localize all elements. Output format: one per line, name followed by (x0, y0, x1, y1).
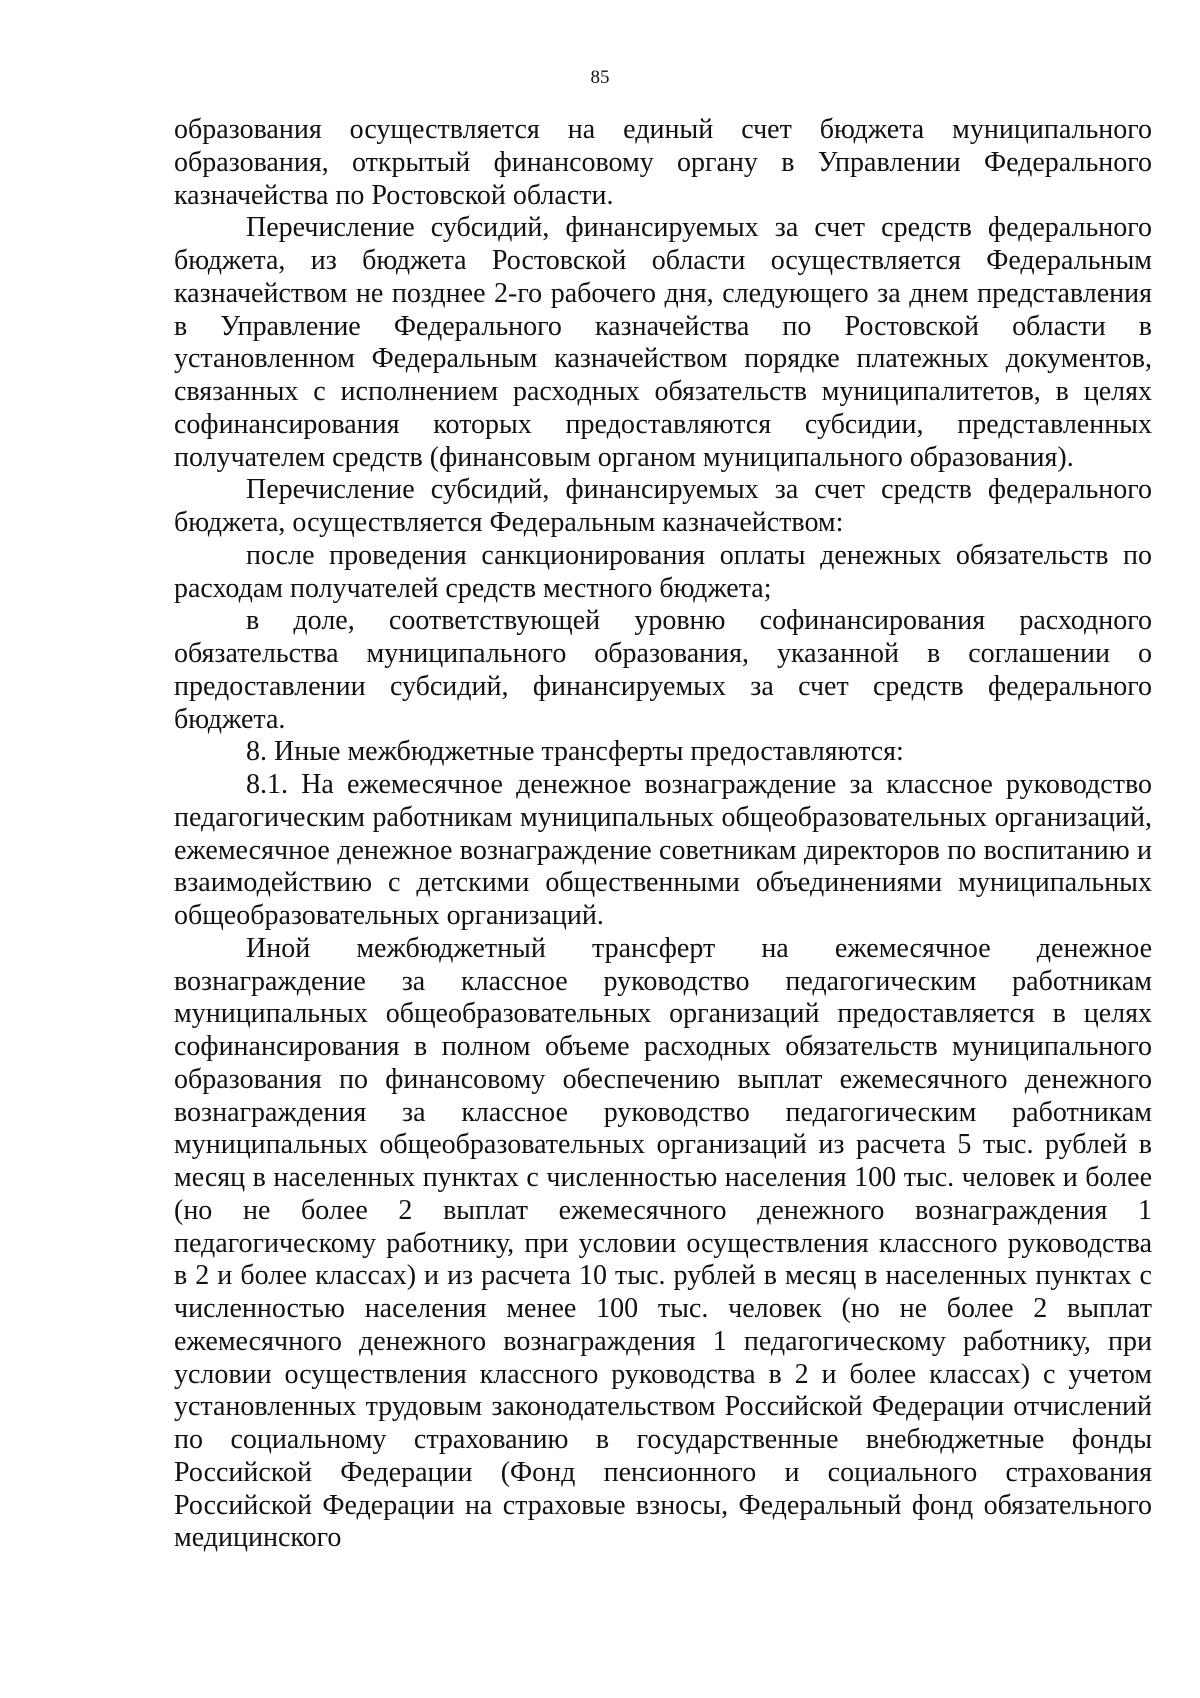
page-number: 85 (590, 67, 610, 88)
paragraph: Перечисление субсидий, финансируемых за счет средств федерального бюджета, из бюджета Ростовской области осуществляется Федеральным казначейством не позднее 2-го рабочего дня, следующего за днем представления в Управление Федерального казначейства по Ростовской области в установленном Федеральным казначейством порядке платежных документов, связанных с исполнением расходных обязательств муниципалитетов, в целях софинансирования которых предоставляются субсидии, представленных получателем средств (финансовым органом муниципального образования). (174, 212, 1152, 473)
paragraph: после проведения санкционирования оплаты денежных обязательств по расходам получателей средств местного бюджета; (174, 539, 1152, 604)
paragraph: Перечисление субсидий, финансируемых за счет средств федерального бюджета, осуществляется Федеральным казначейством: (174, 474, 1152, 538)
document-body (174, 114, 1152, 1555)
paragraph: 8. Иные межбюджетные трансферты предоставляются: (246, 736, 904, 768)
paragraph: образования осуществляется на единый счет бюджета муниципального образования, открытый финансовому органу в Управлении Федерального казначейства по Ростовской области. (174, 114, 1152, 211)
paragraph: Иной межбюджетный трансферт на ежемесячное денежное вознаграждение за классное руководство педагогическим работникам муниципальных общеобразовательных организаций предоставляется в целях софинансирования в полном объеме расходных обязательств муниципального образования по финансовому обеспечению выплат ежемесячного денежного вознаграждения за классное руководство педагогическим работникам муниципальных общеобразовательных организаций из расчета 5 тыс. рублей в месяц в населенных пунктах с численностью населения 100 тыс. человек и более (но не более 2 выплат ежемесячного денежного вознаграждения 1 педагогическому работнику, при условии осуществления классного руководства в 2 и более классах) и из расчета 10 тыс. рублей в месяц в населенных пунктах с численностью населения менее 100 тыс. человек (но не более 2 выплат ежемесячного денежного вознаграждения 1 педагогическому работнику, при условии осуществления классного руководства в 2 и более классах) с учетом установленных трудовым законодательством Российской Федерации отчислений по социальному страхованию в государственные внебюджетные фонды Российской Федерации (Фонд пенсионного и социального страхования Российской Федерации на страховые взносы, Федеральный фонд обязательного медицинского (174, 932, 1152, 1554)
paragraph: в доле, соответствующей уровню софинансирования расходного обязательства муниципального образования, указанной в соглашении о предоставлении субсидий, финансируемых за счет средств федерального бюджета. (174, 605, 1152, 735)
paragraph: 8.1. На ежемесячное денежное вознаграждение за классное руководство педагогическим работникам муниципальных общеобразовательных организаций, ежемесячное денежное вознаграждение советникам директоров по воспитанию и взаимодействию с детскими общественными объединениями муниципальных общеобразовательных организаций. (174, 769, 1152, 931)
